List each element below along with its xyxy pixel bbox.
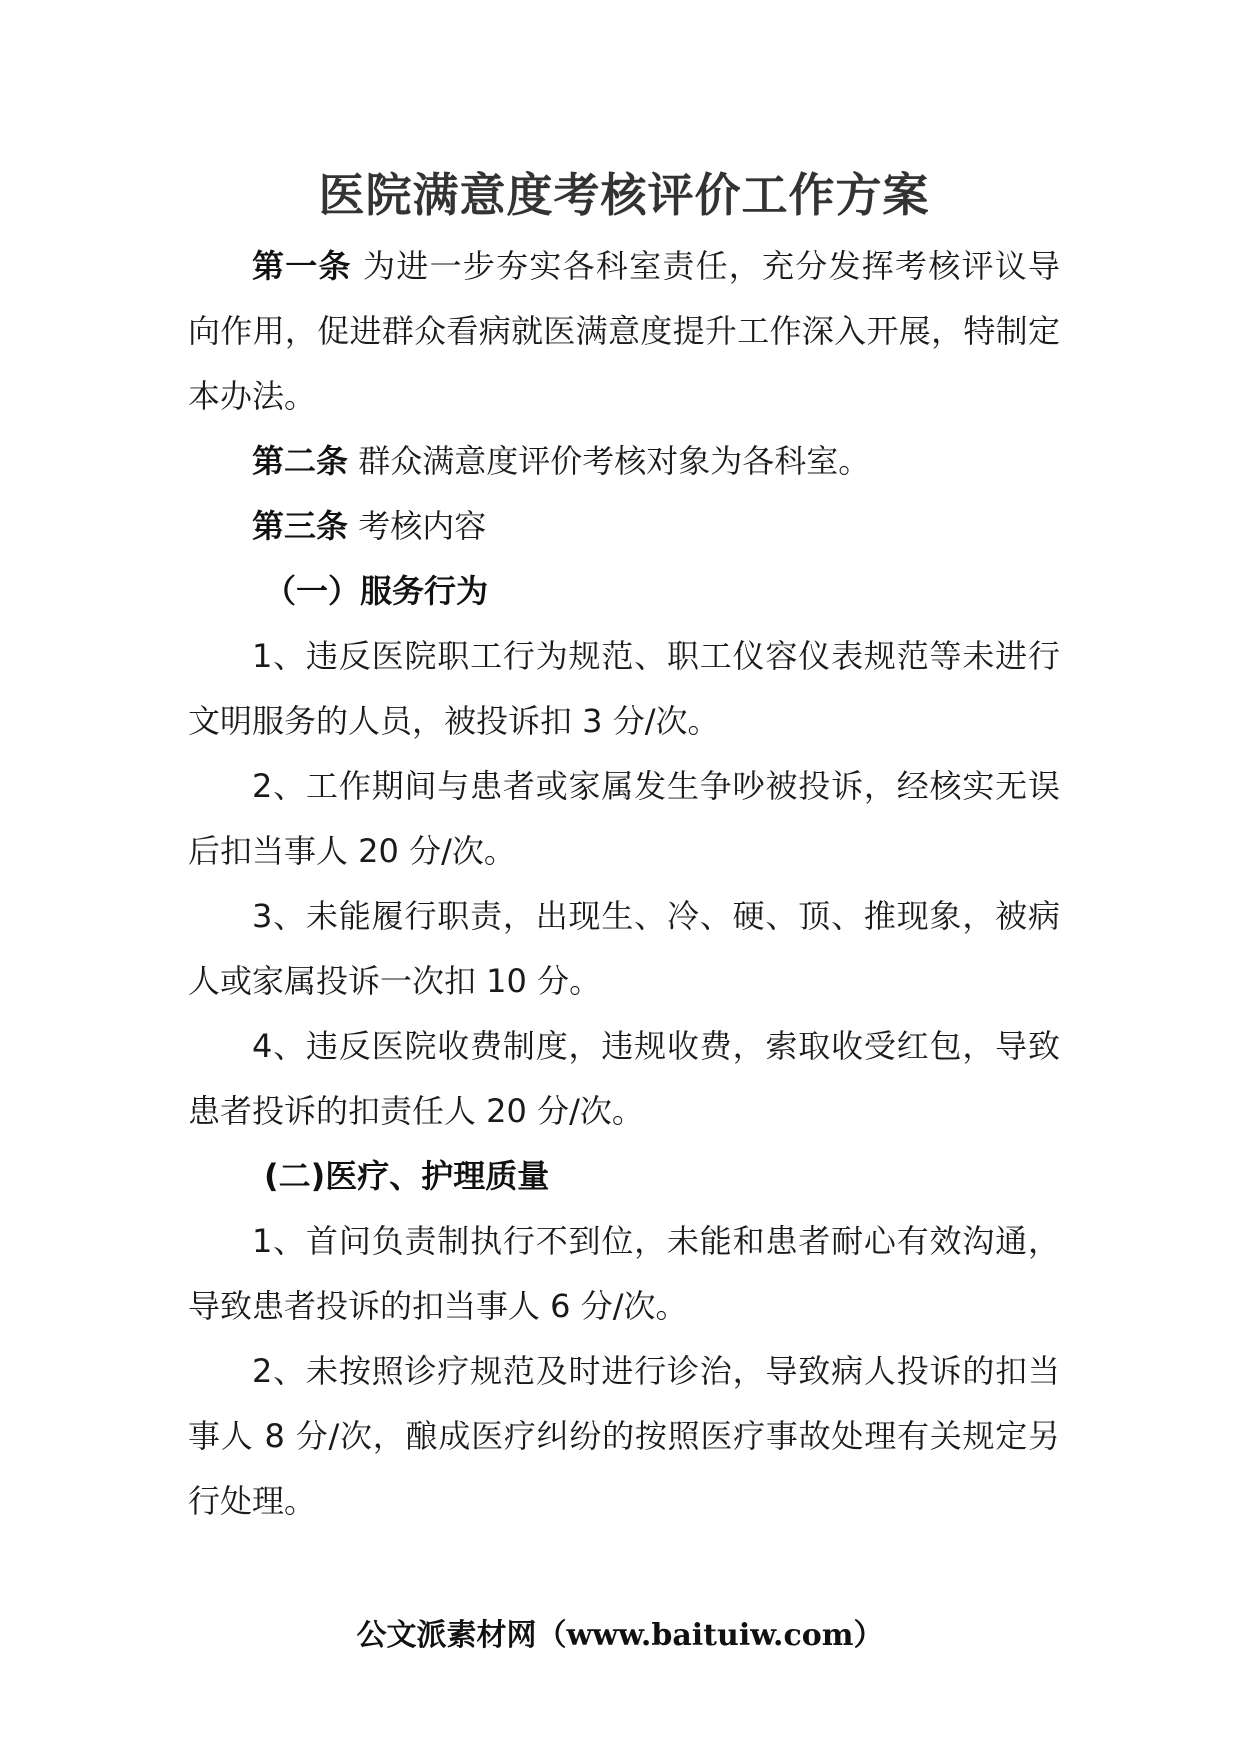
- article-3-text: 考核内容: [348, 507, 487, 545]
- article-1-text: 为进一步夯实各科室责任，充分发挥考核评议导向作用，促进群众看病就医满意度提升工作深入开展，特制定本办法。: [188, 247, 1060, 415]
- section-1-item-1: 1、违反医院职工行为规范、职工仪容仪表规范等未进行文明服务的人员，被投诉扣 3 分/次。: [188, 637, 1060, 740]
- article-1: [188, 234, 1060, 429]
- article-2-lead: 第二条: [252, 442, 349, 480]
- section-2-heading: (二)医疗、护理质量: [264, 1157, 550, 1195]
- document-page: [188, 160, 1060, 1534]
- document-title: 医院满意度考核评价工作方案: [318, 168, 930, 222]
- section-1-item-2: 2、工作期间与患者或家属发生争吵被投诉，经核实无误后扣当事人 20 分/次。: [188, 767, 1060, 870]
- footer-source: 公文派素材网（www.baituiw.com）: [356, 1618, 884, 1653]
- article-2: [188, 429, 1060, 494]
- section-1-heading: （一）服务行为: [264, 572, 489, 610]
- article-1-lead: 第一条: [252, 247, 352, 285]
- section-1-item-3: 3、未能履行职责，出现生、冷、硬、顶、推现象，被病人或家属投诉一次扣 10 分。: [188, 897, 1060, 1000]
- article-3-lead: 第三条: [252, 507, 349, 545]
- article-3: [188, 494, 1060, 559]
- section-1-item-4: 4、违反医院收费制度，违规收费，索取收受红包，导致患者投诉的扣责任人 20 分/次。: [188, 1027, 1060, 1130]
- section-2-item-2: 2、未按照诊疗规范及时进行诊治，导致病人投诉的扣当事人 8 分/次，酿成医疗纠纷的按照医疗事故处理有关规定另行处理。: [188, 1352, 1060, 1520]
- article-2-text: 群众满意度评价考核对象为各科室。: [348, 442, 871, 480]
- section-2-item-1: 1、首问负责制执行不到位，未能和患者耐心有效沟通，导致患者投诉的扣当事人 6 分/次。: [188, 1222, 1060, 1325]
